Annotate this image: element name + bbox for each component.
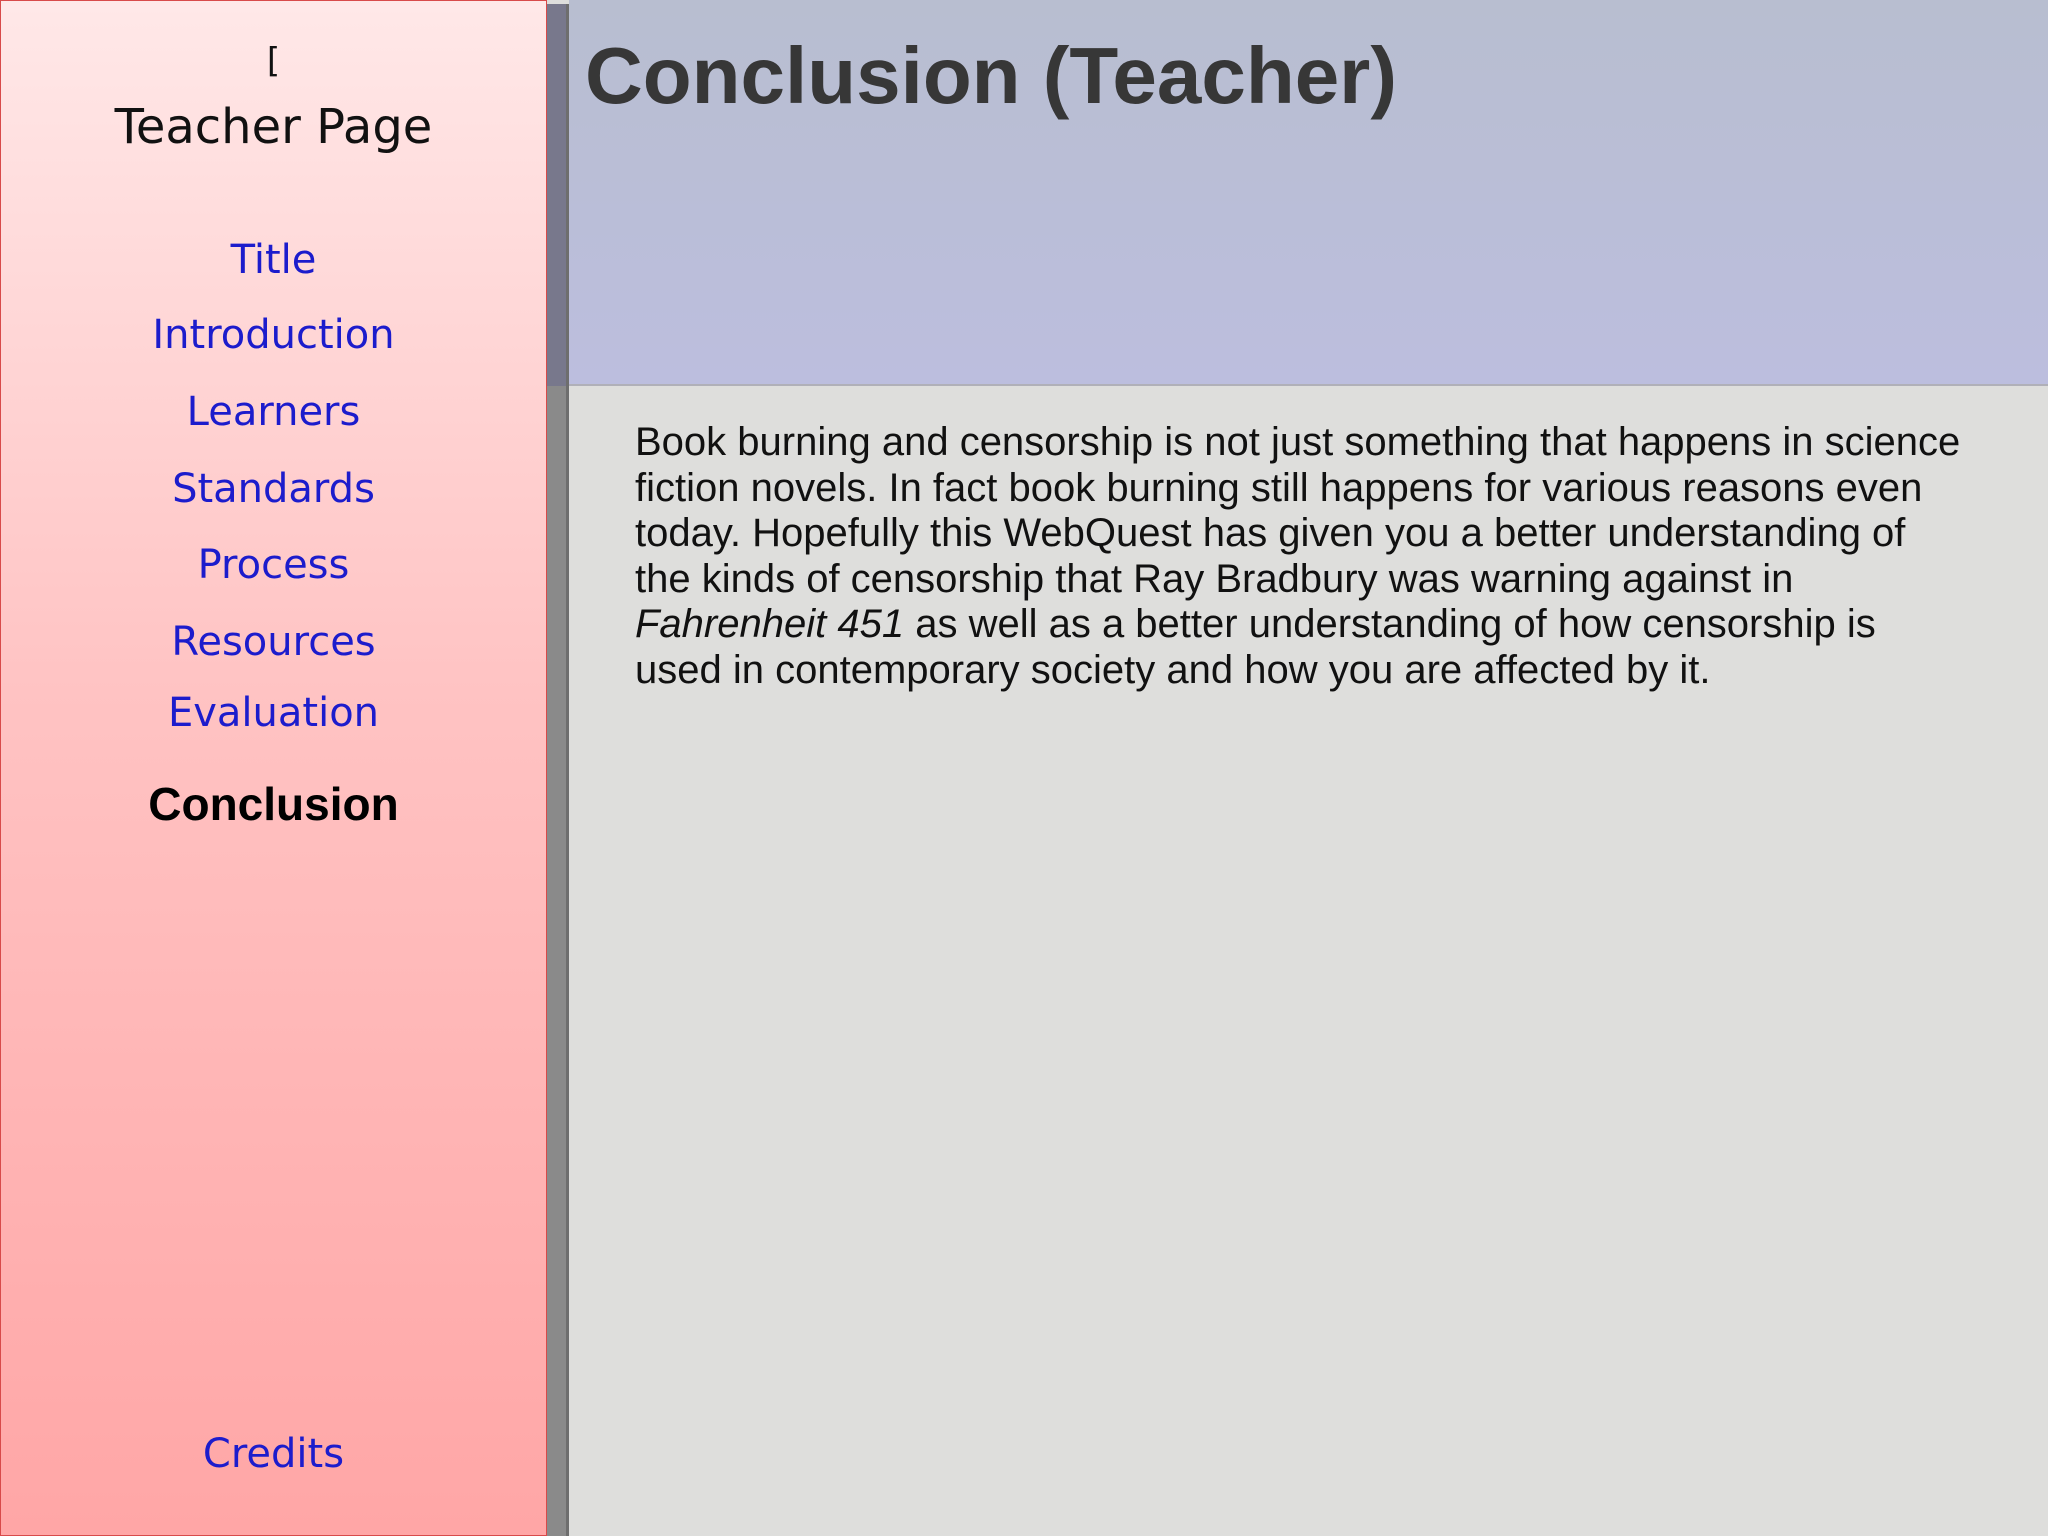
nav-link-standards[interactable]: Standards xyxy=(172,466,375,512)
body-line: used in contemporary society and how you are affected by it. xyxy=(635,647,1711,692)
nav-link-process[interactable]: Process xyxy=(197,542,350,588)
sidebar-nav xyxy=(0,0,547,1536)
nav-link-credits[interactable]: Credits xyxy=(202,1431,345,1477)
nav-link-learners[interactable]: Learners xyxy=(186,389,361,435)
conclusion-body-text xyxy=(635,420,2035,693)
body-line: Book burning and censorship is not just something that happens in science xyxy=(635,420,1961,464)
sidebar-bracket: [ xyxy=(266,41,281,81)
page-title: Conclusion (Teacher) xyxy=(585,31,1397,120)
nav-link-title[interactable]: Title xyxy=(230,237,317,283)
header-band xyxy=(569,0,2048,386)
body-line: the kinds of censorship that Ray Bradbury was warning against in xyxy=(635,556,1794,601)
separator-bar xyxy=(547,4,569,1536)
nav-current-conclusion: Conclusion xyxy=(148,778,399,830)
body-line-rest: as well as a better understanding of how censorship is xyxy=(904,602,1876,646)
sidebar-title: Teacher Page xyxy=(114,99,433,155)
body-line xyxy=(635,602,2035,648)
nav-link-resources[interactable]: Resources xyxy=(171,619,376,665)
book-title: Fahrenheit 451 xyxy=(635,602,905,646)
body-line: today. Hopefully this WebQuest has given you a better understanding of xyxy=(635,511,1906,555)
body-line: fiction novels. In fact book burning still happens for various reasons even xyxy=(635,465,1923,510)
nav-link-introduction[interactable]: Introduction xyxy=(152,312,395,358)
nav-link-evaluation[interactable]: Evaluation xyxy=(167,690,380,736)
